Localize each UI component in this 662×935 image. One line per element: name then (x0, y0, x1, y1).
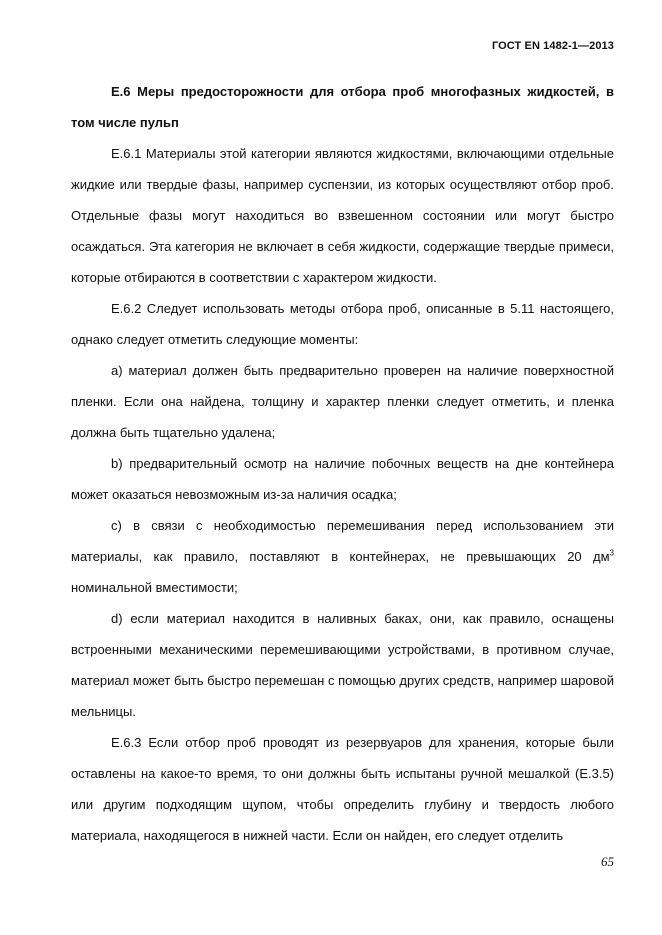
paragraph-e61: Е.6.1 Материалы этой категории являются жидкостями, включающими отдельные жидкие или твердые фазы, например суспензии, из которых осуществляют отбор проб. Отдельные фазы могут находиться во взвешенном состоянии или могут быстро осаждаться. Эта категория не включает в себя жидкости, содержащие твердые примеси, которые отбираются в соответствии с характером жидкости. (71, 146, 614, 285)
paragraph-e63: Е.6.3 Если отбор проб проводят из резервуаров для хранения, которые были оставлены на какое-то время, то они должны быть испытаны ручной мешалкой (Е.3.5) или другим подходящим щупом, чтобы определить глубину и твердость любого материала, находящегося в нижней части. Если он найден, его следует отделить (71, 735, 614, 843)
list-item-a: a) материал должен быть предварительно проверен на наличие поверхностной пленки. Если она найдена, толщину и характер пленки следует отметить, и пленка должна быть тщательно удалена; (71, 363, 614, 440)
paragraph-e62: Е.6.2 Следует использовать методы отбора проб, описанные в 5.11 настоящего, однако следует отметить следующие моменты: (71, 301, 614, 347)
superscript-cubic: 3 (609, 548, 614, 558)
list-item-c-tail: номинальной вместимости; (71, 580, 238, 595)
document-standard-header: ГОСТ EN 1482-1—2013 (491, 40, 614, 52)
document-body (71, 76, 614, 851)
list-item-c-text: c) в связи с необходимостью перемешивания перед использованием эти материалы, как правило, поставляют в контейнерах, не превышающих 20 дм (71, 518, 614, 564)
page-number: 65 (601, 854, 614, 869)
list-item-c (71, 510, 614, 603)
list-item-b: b) предварительный осмотр на наличие побочных веществ на дне контейнера может оказаться невозможным из-за наличия осадка; (71, 456, 614, 502)
section-heading: Е.6 Меры предосторожности для отбора проб многофазных жидкостей, в том числе пульп (71, 84, 614, 130)
list-item-d: d) если материал находится в наливных баках, они, как правило, оснащены встроенными механическими перемешивающими устройствами, в противном случае, материал может быть быстро перемешан с помощью других средств, например шаровой мельницы. (71, 611, 614, 719)
